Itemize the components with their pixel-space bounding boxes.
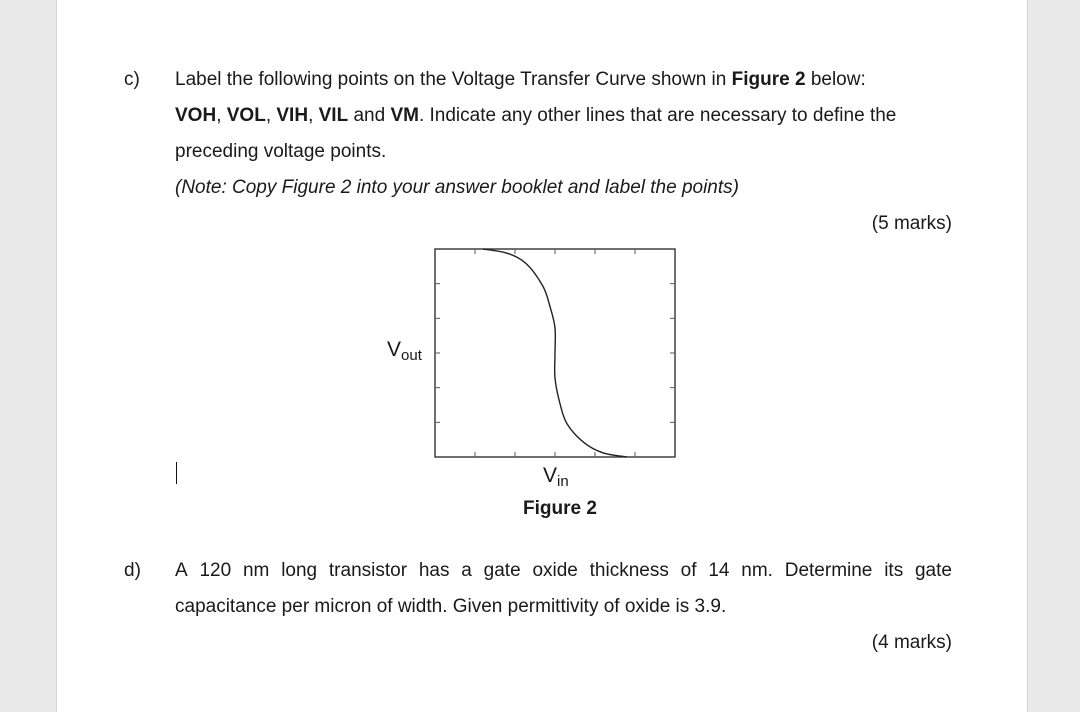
question-d-word: its: [884, 560, 904, 581]
question-d-word: has: [418, 560, 450, 581]
question-d-line-2: capacitance per micron of width. Given permittivity of oxide is 3.9.: [175, 596, 727, 617]
question-d-word: Determine: [784, 560, 873, 581]
question-c-line-3: preceding voltage points.: [175, 141, 387, 162]
term-vil: VIL: [318, 105, 349, 126]
question-c-line-2: [175, 105, 896, 127]
separator: ,: [265, 105, 277, 126]
text-cursor: [176, 462, 177, 484]
question-d-line-1: [175, 560, 952, 582]
question-c-note: (Note: Copy Figure 2 into your answer booklet and label the points): [175, 177, 739, 198]
question-c-marks: (5 marks): [871, 213, 952, 234]
question-c-label: c): [124, 69, 140, 90]
term-vm: VM: [390, 105, 419, 126]
question-d-word: a: [461, 560, 472, 581]
question-d-label: d): [124, 560, 141, 581]
question-d-word: transistor: [328, 560, 408, 581]
separator: ,: [308, 105, 319, 126]
question-d-word: of: [680, 560, 697, 581]
question-d-word: A: [175, 560, 188, 581]
question-d-word: 120: [199, 560, 232, 581]
question-c-line-1: [175, 69, 866, 91]
term-vih: VIH: [276, 105, 309, 126]
separator: and: [348, 105, 391, 126]
separator: ,: [216, 105, 227, 126]
question-c-text: Label the following points on the Voltage Transfer Curve shown in: [175, 69, 727, 90]
question-d-word: nm: [242, 560, 270, 581]
x-axis-label: $V_{in}$: [543, 464, 569, 490]
question-d-word: gate: [914, 560, 952, 581]
voltage-transfer-curve-chart: [434, 248, 676, 458]
question-c-text: . Indicate any other lines that are necessary to define the: [418, 105, 897, 126]
question-d-word: nm.: [741, 560, 773, 581]
question-d-word: long: [281, 560, 318, 581]
term-voh: VOH: [175, 105, 217, 126]
figure-reference: Figure 2: [731, 69, 806, 90]
y-axis-label: $V_{out}$: [387, 338, 422, 364]
question-d-word: oxide: [532, 560, 578, 581]
question-d-word: thickness: [589, 560, 669, 581]
question-c-text: below:: [810, 69, 866, 90]
question-d-word: gate: [483, 560, 521, 581]
question-d-marks: (4 marks): [871, 632, 952, 653]
question-d-word: 14: [708, 560, 730, 581]
term-vol: VOL: [226, 105, 266, 126]
figure-caption: Figure 2: [523, 498, 597, 519]
